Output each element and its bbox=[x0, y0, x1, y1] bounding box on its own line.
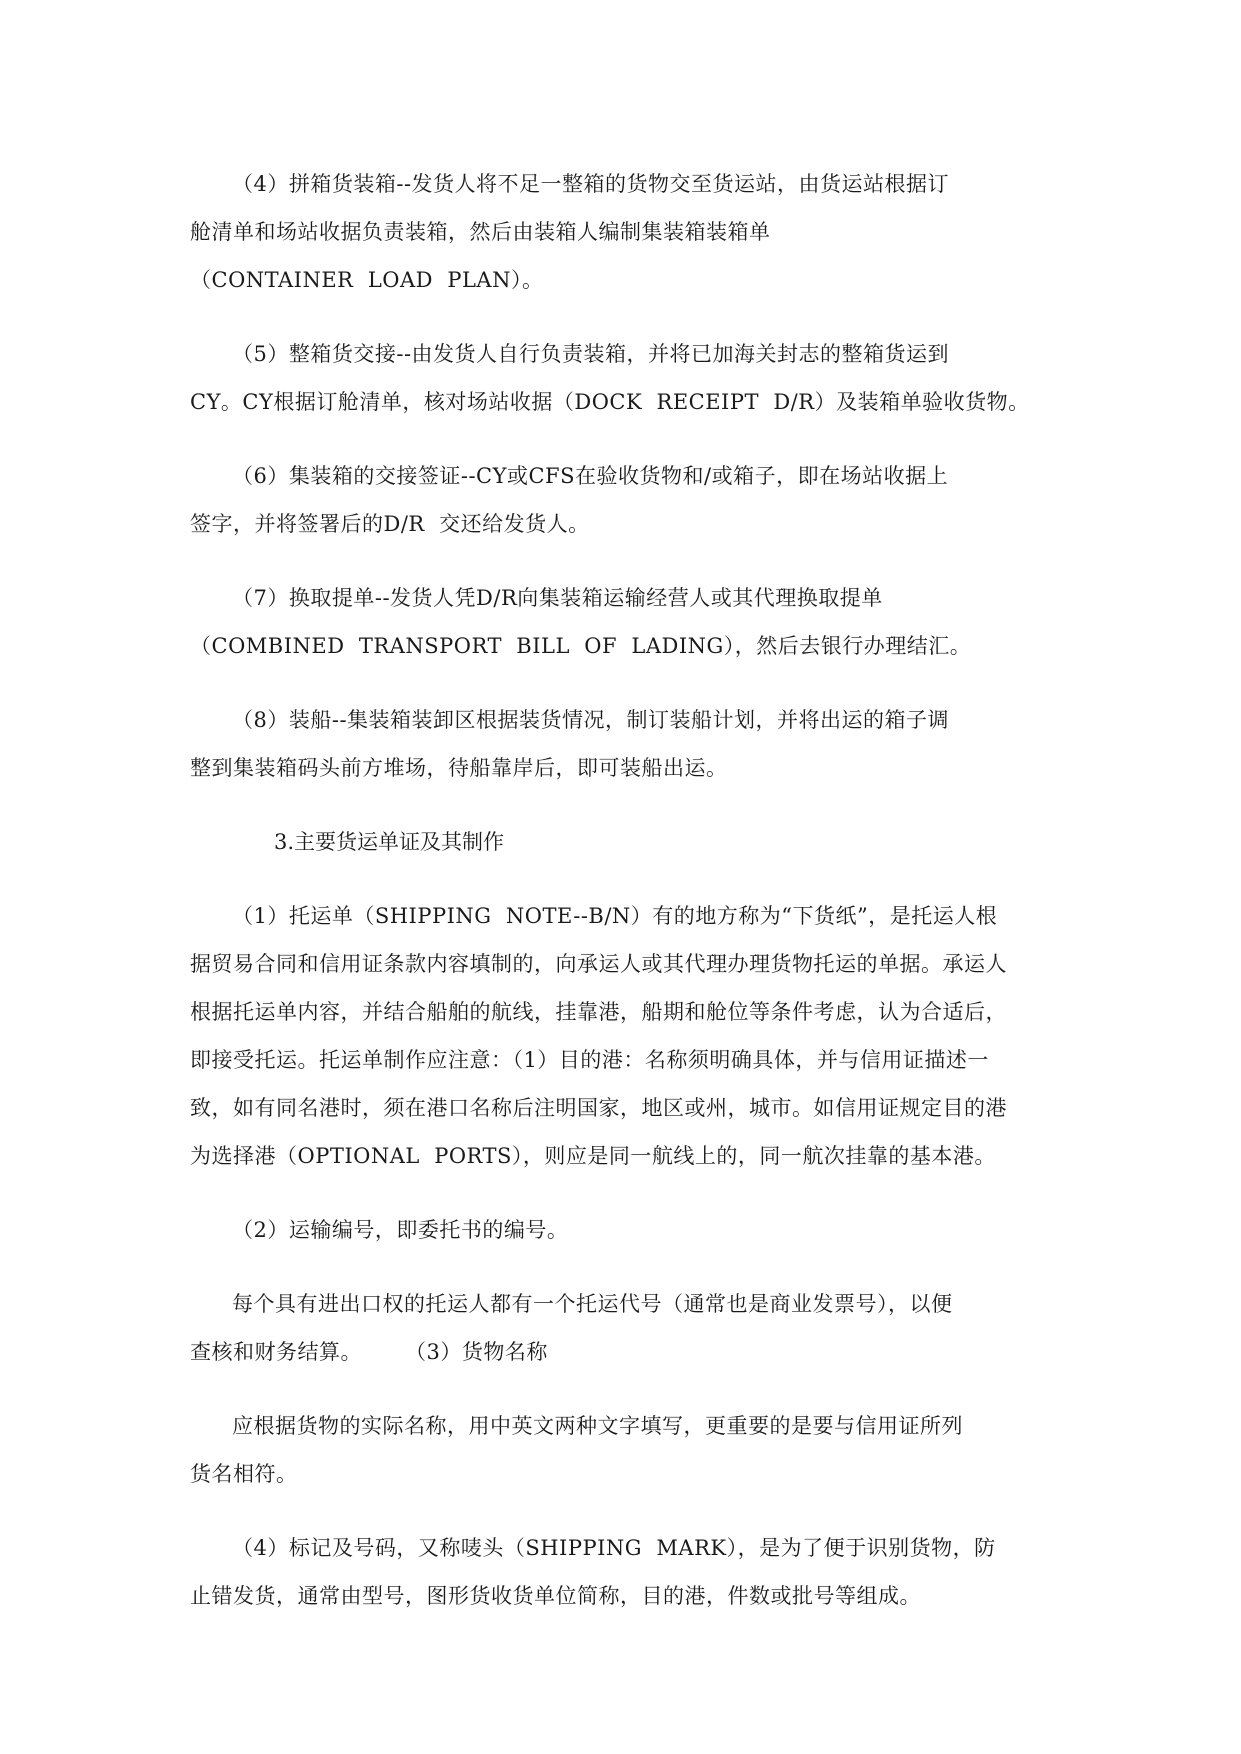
paragraph-bill-exchange bbox=[190, 574, 1060, 670]
paragraph-lcl-packing bbox=[190, 160, 1060, 304]
paragraph-shipping-note bbox=[190, 892, 1060, 1180]
text-line: 舱清单和场站收据负责装箱，然后由装箱人编制集装箱装箱单 bbox=[190, 220, 771, 244]
paragraph-transport-number bbox=[190, 1206, 1060, 1254]
document-page bbox=[190, 160, 1060, 1646]
text-line: （6）集装箱的交接签证--CY或CFS在验收货物和/或箱子，即在场站收据上 bbox=[232, 464, 949, 488]
text-line: 即接受托运。托运单制作应注意：（1）目的港：名称须明确具体，并与信用证描述一 bbox=[190, 1048, 989, 1072]
text-line: 整到集装箱码头前方堆场，待船靠岸后，即可装船出运。 bbox=[190, 756, 728, 780]
paragraph-fcl-handover bbox=[190, 330, 1060, 426]
text-line: （8）装船--集装箱装卸区根据装货情况，制订装船计划，并将出运的箱子调 bbox=[232, 708, 950, 732]
text-line: （7）换取提单--发货人凭D/R向集装箱运输经营人或其代理换取提单 bbox=[232, 586, 883, 610]
paragraph-shipping-mark bbox=[190, 1524, 1060, 1620]
text-line: （COMBINED TRANSPORT BILL OF LADING），然后去银行办理结汇。 bbox=[190, 634, 972, 658]
text-line: 致，如有同名港时，须在港口名称后注明国家，地区或州，城市。如信用证规定目的港 bbox=[190, 1096, 1007, 1120]
text-line: 据贸易合同和信用证条款内容填制的，向承运人或其代理办理货物托运的单据。承运人 bbox=[190, 952, 1007, 976]
paragraph-loading bbox=[190, 696, 1060, 792]
paragraph-shipper-code bbox=[190, 1280, 1060, 1376]
text-line: 货名相符。 bbox=[190, 1462, 298, 1486]
text-line: （4）拼箱货装箱--发货人将不足一整箱的货物交至货运站，由货运站根据订 bbox=[232, 172, 950, 196]
paragraph-goods-name bbox=[190, 1402, 1060, 1498]
text-line: 为选择港（OPTIONAL PORTS），则应是同一航线上的，同一航次挂靠的基本港。 bbox=[190, 1144, 996, 1168]
text-line: 应根据货物的实际名称，用中英文两种文字填写，更重要的是要与信用证所列 bbox=[232, 1414, 963, 1438]
text-line: （5）整箱货交接--由发货人自行负责装箱，并将已加海关封志的整箱货运到 bbox=[232, 342, 950, 366]
text-line: （CONTAINER LOAD PLAN）。 bbox=[190, 268, 544, 292]
paragraph-container-signing bbox=[190, 452, 1060, 548]
text-line: 每个具有进出口权的托运人都有一个托运代号（通常也是商业发票号），以便 bbox=[232, 1292, 953, 1316]
text-line: （4）标记及号码，又称唛头（SHIPPING MARK），是为了便于识别货物，防 bbox=[232, 1536, 996, 1560]
text-line: 根据托运单内容，并结合船舶的航线，挂靠港，船期和舱位等条件考虑，认为合适后， bbox=[190, 1000, 1007, 1024]
text-line: 止错发货，通常由型号，图形货收货单位简称，目的港，件数或批号等组成。 bbox=[190, 1584, 921, 1608]
text-line: （2）运输编号，即委托书的编号。 bbox=[232, 1218, 569, 1242]
text-line: 查核和财务结算。 （3）货物名称 bbox=[190, 1340, 548, 1364]
text-line: 签字，并将签署后的D/R 交还给发货人。 bbox=[190, 512, 590, 536]
text-line: CY。CY根据订舱清单，核对场站收据（DOCK RECEIPT D/R）及装箱单验收货物。 bbox=[190, 390, 1030, 414]
text-line: （1）托运单（SHIPPING NOTE--B/N）有的地方称为“下货纸”，是托运人根 bbox=[232, 904, 998, 928]
section-heading: 3.主要货运单证及其制作 bbox=[274, 830, 505, 854]
